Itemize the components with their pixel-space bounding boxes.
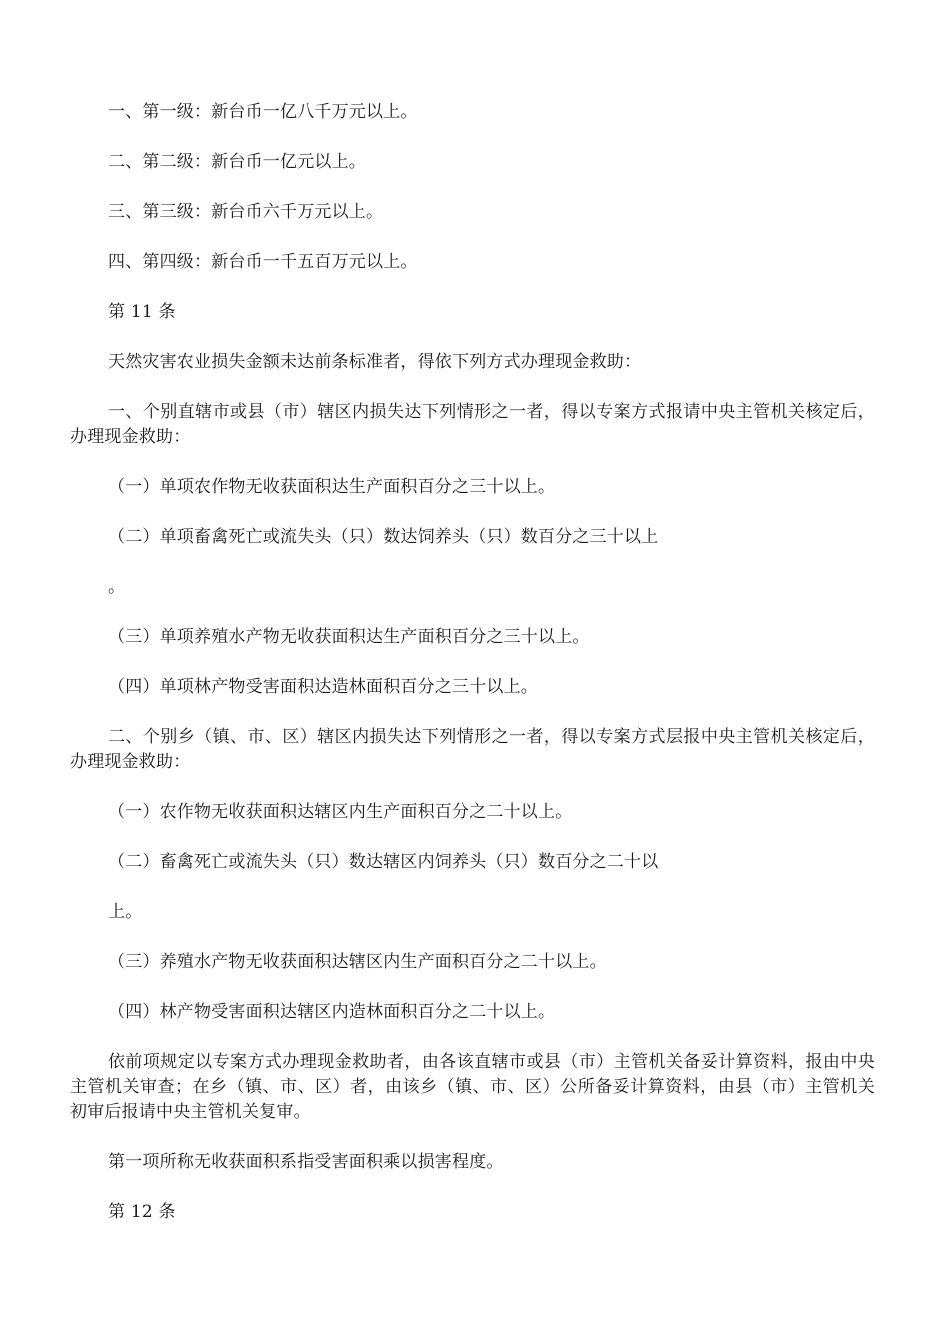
paragraph-township-livestock: （二）畜禽死亡或流失头（只）数达辖区内饲养头（只）数百分之二十以 [108,852,659,872]
paragraph-level-4: 四、第四级：新台币一千五百万元以上。 [108,252,418,272]
paragraph-level-3: 三、第三级：新台币六千万元以上。 [108,202,384,222]
article-heading-12: 第 12 条 [108,1202,176,1222]
paragraph-township-relief: 二、个别乡（镇、市、区）辖区内损失达下列情形之一者，得以专案方式层报中央主管机关核定后，办理现金救助： [70,727,875,772]
paragraph-municipal-aquaculture: （三）单项养殖水产物无收获面积达生产面积百分之三十以上。 [108,627,590,647]
paragraph-article-11-intro: 天然灾害农业损失金额未达前条标准者，得依下列方式办理现金救助： [108,352,642,372]
paragraph-level-1: 一、第一级：新台币一亿八千万元以上。 [108,102,418,122]
document-body [70,100,875,1225]
paragraph-municipal-crops: （一）单项农作物无收获面积达生产面积百分之三十以上。 [108,477,556,497]
paragraph-municipal-livestock-end: 。 [108,577,126,597]
paragraph-township-livestock-end: 上。 [108,902,143,922]
paragraph-level-2: 二、第二级：新台币一亿元以上。 [108,152,366,172]
paragraph-definition: 第一项所称无收获面积系指受害面积乘以损害程度。 [108,1152,504,1172]
paragraph-review-procedure: 依前项规定以专案方式办理现金救助者，由各该直辖市或县（市）主管机关备妥计算资料，报由中央主管机关审查；在乡（镇、市、区）者，由该乡（镇、市、区）公所备妥计算资料，由县（市）主管机关初审后报请中央主管机关复审。 [70,1052,875,1122]
paragraph-township-crops: （一）农作物无收获面积达辖区内生产面积百分之二十以上。 [108,802,573,822]
article-heading-11: 第 11 条 [108,302,176,322]
paragraph-municipal-forestry: （四）单项林产物受害面积达造林面积百分之三十以上。 [108,677,538,697]
paragraph-township-aquaculture: （三）养殖水产物无收获面积达辖区内生产面积百分之二十以上。 [108,952,607,972]
paragraph-municipal-livestock: （二）单项畜禽死亡或流失头（只）数达饲养头（只）数百分之三十以上 [108,527,659,547]
paragraph-municipal-relief: 一、个别直辖市或县（市）辖区内损失达下列情形之一者，得以专案方式报请中央主管机关核定后，办理现金救助： [70,402,875,447]
paragraph-township-forestry: （四）林产物受害面积达辖区内造林面积百分之二十以上。 [108,1002,556,1022]
